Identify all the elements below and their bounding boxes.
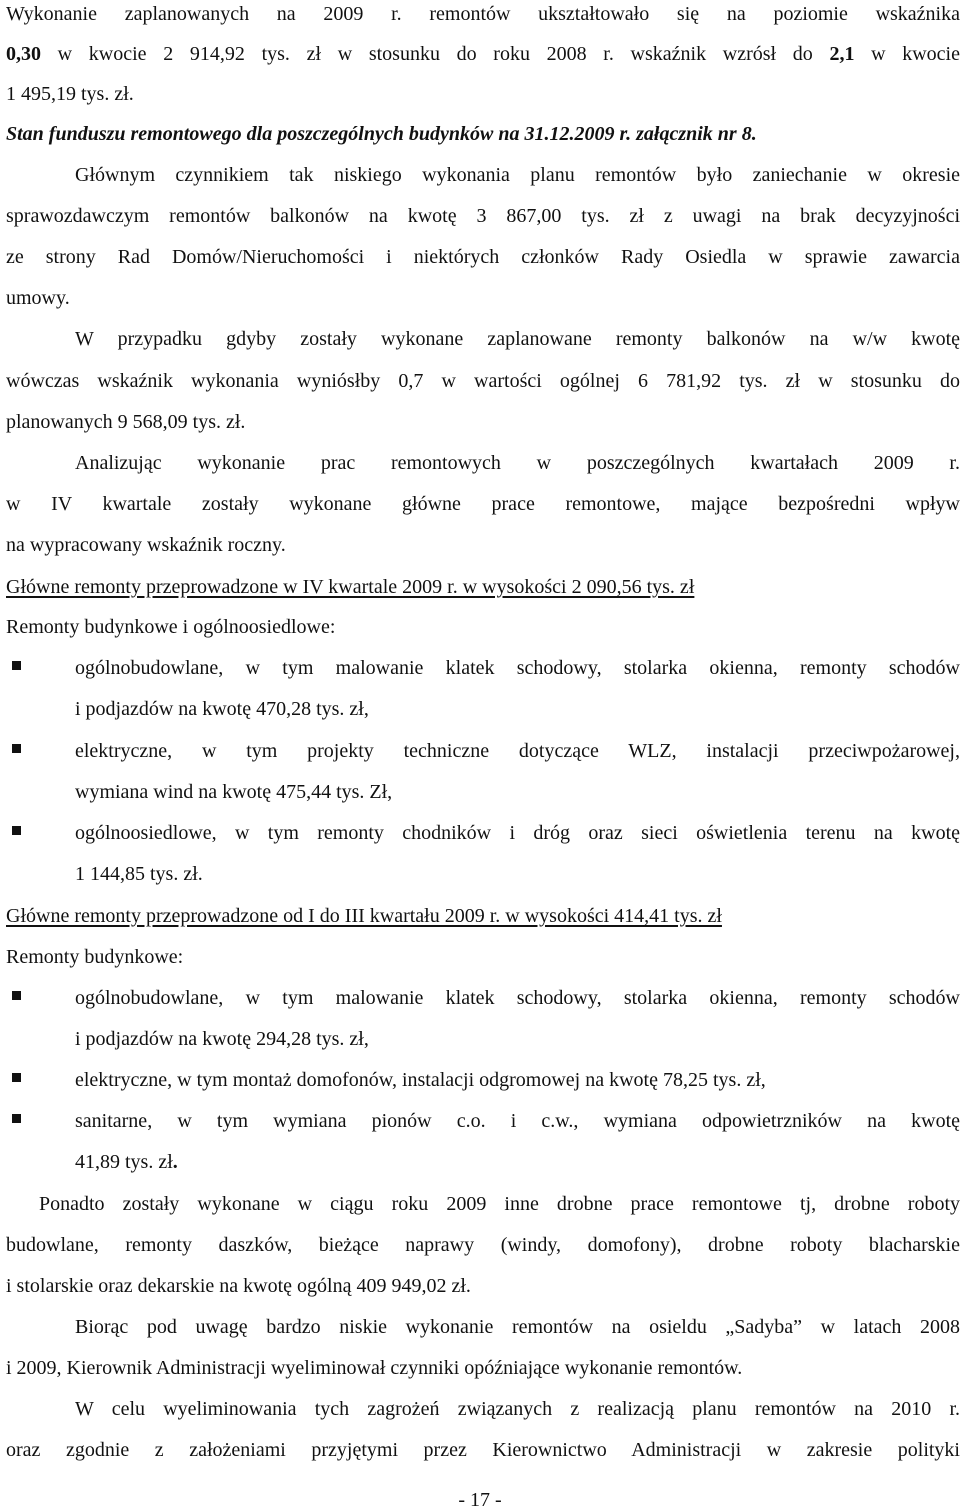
list-item-continuation [75, 1150, 178, 1174]
text-line: i stolarskie oraz dekarskie na kwotę ogólną 409 949,02 zł. [6, 1275, 471, 1297]
text-line: sprawozdawczym remontów balkonów na kwotę 3 867,00 tys. zł z uwagi na brak decyzyjności [6, 205, 960, 227]
text-fragment: w kwocie 2 914,92 tys. zł w stosunku do roku 2008 r. wskaźnik wzrósł do [41, 43, 830, 65]
list-item: ogólnoosiedlowe, w tym remonty chodników i dróg oraz sieci oświetlenia terenu na kwotę [75, 822, 960, 844]
text-line: Głównym czynnikiem tak niskiego wykonania planu remontów było zaniechanie w okresie [75, 164, 960, 186]
bullet-icon [12, 661, 21, 670]
text-line: umowy. [6, 287, 70, 309]
list-item-continuation: 1 144,85 tys. zł. [75, 863, 203, 885]
bullet-icon [12, 826, 21, 835]
text-line: planowanych 9 568,09 tys. zł. [6, 411, 246, 433]
text-line: 1 495,19 tys. zł. [6, 83, 134, 105]
bullet-icon [12, 744, 21, 753]
text-line: Wykonanie zaplanowanych na 2009 r. remontów ukształtowało się na poziomie wskaźnika [6, 3, 960, 25]
text-line: i 2009, Kierownik Administracji wyeliminował czynniki opóźniające wykonanie remontów. [6, 1357, 743, 1379]
text-line: Analizując wykonanie prac remontowych w poszczególnych kwartałach 2009 r. [75, 452, 960, 474]
text-line [6, 42, 960, 66]
page-number: - 17 - [458, 1489, 502, 1511]
text-fragment: 41,89 tys. zł [75, 1151, 173, 1173]
text-line: Ponadto zostały wykonane w ciągu roku 2009 inne drobne prace remontowe tj, drobne roboty [39, 1193, 960, 1215]
section-heading: Główne remonty przeprowadzone od I do III kwartału 2009 r. w wysokości 414,41 tys. zł [6, 905, 722, 927]
bullet-icon [12, 1073, 21, 1082]
bullet-icon [12, 1114, 21, 1123]
index-value: 2,1 [829, 43, 855, 65]
subheading: Remonty budynkowe i ogólnoosiedlowe: [6, 616, 336, 638]
text-line: budowlane, remonty daszków, bieżące naprawy (windy, domofony), drobne roboty blacharskie [6, 1234, 960, 1256]
text-line: W przypadku gdyby zostały wykonane zaplanowane remonty balkonów na w/w kwotę [75, 328, 960, 350]
index-value: 0,30 [6, 43, 41, 65]
list-item: ogólnobudowlane, w tym malowanie klatek schodowy, stolarka okienna, remonty schodów [75, 987, 960, 1009]
list-item: sanitarne, w tym wymiana pionów c.o. i c.w., wymiana odpowietrzników na kwotę [75, 1110, 960, 1132]
text-line: wówczas wskaźnik wykonania wyniósłby 0,7 w wartości ogólnej 6 781,92 tys. zł w stosunku do [6, 370, 960, 392]
list-item: elektryczne, w tym projekty techniczne dotyczące WLZ, instalacji przeciwpożarowej, [75, 740, 960, 762]
list-item-continuation: i podjazdów na kwotę 294,28 tys. zł, [75, 1028, 369, 1050]
text-line: Biorąc pod uwagę bardzo niskie wykonanie remontów na osieldu „Sadyba” w latach 2008 [75, 1316, 960, 1338]
list-item-continuation: wymiana wind na kwotę 475,44 tys. Zł, [75, 781, 393, 803]
list-item: ogólnobudowlane, w tym malowanie klatek schodowy, stolarka okienna, remonty schodów [75, 657, 960, 679]
text-line: W celu wyeliminowania tych zagrożeń związanych z realizacją planu remontów na 2010 r. [75, 1398, 960, 1420]
text-line: ze strony Rad Domów/Nieruchomości i niektórych członków Rady Osiedla w sprawie zawarcia [6, 246, 960, 268]
section-heading: Główne remonty przeprowadzone w IV kwartale 2009 r. w wysokości 2 090,56 tys. zł [6, 576, 695, 598]
text-line: na wypracowany wskaźnik roczny. [6, 534, 286, 556]
subheading: Remonty budynkowe: [6, 946, 184, 968]
bullet-icon [12, 991, 21, 1000]
text-line: w IV kwartale zostały wykonane główne prace remontowe, mające bezpośredni wpływ [6, 493, 960, 515]
list-item: elektryczne, w tym montaż domofonów, instalacji odgromowej na kwotę 78,25 tys. zł, [75, 1069, 766, 1091]
text-line: oraz zgodnie z założeniami przyjętymi przez Kierownictwo Administracji w zakresie polityki [6, 1439, 960, 1461]
list-item-continuation: i podjazdów na kwotę 470,28 tys. zł, [75, 698, 369, 720]
attachment-reference: Stan funduszu remontowego dla poszczególnych budynków na 31.12.2009 r. załącznik nr 8. [6, 123, 757, 145]
text-fragment: . [172, 1151, 178, 1173]
text-fragment: w kwocie [854, 43, 960, 65]
